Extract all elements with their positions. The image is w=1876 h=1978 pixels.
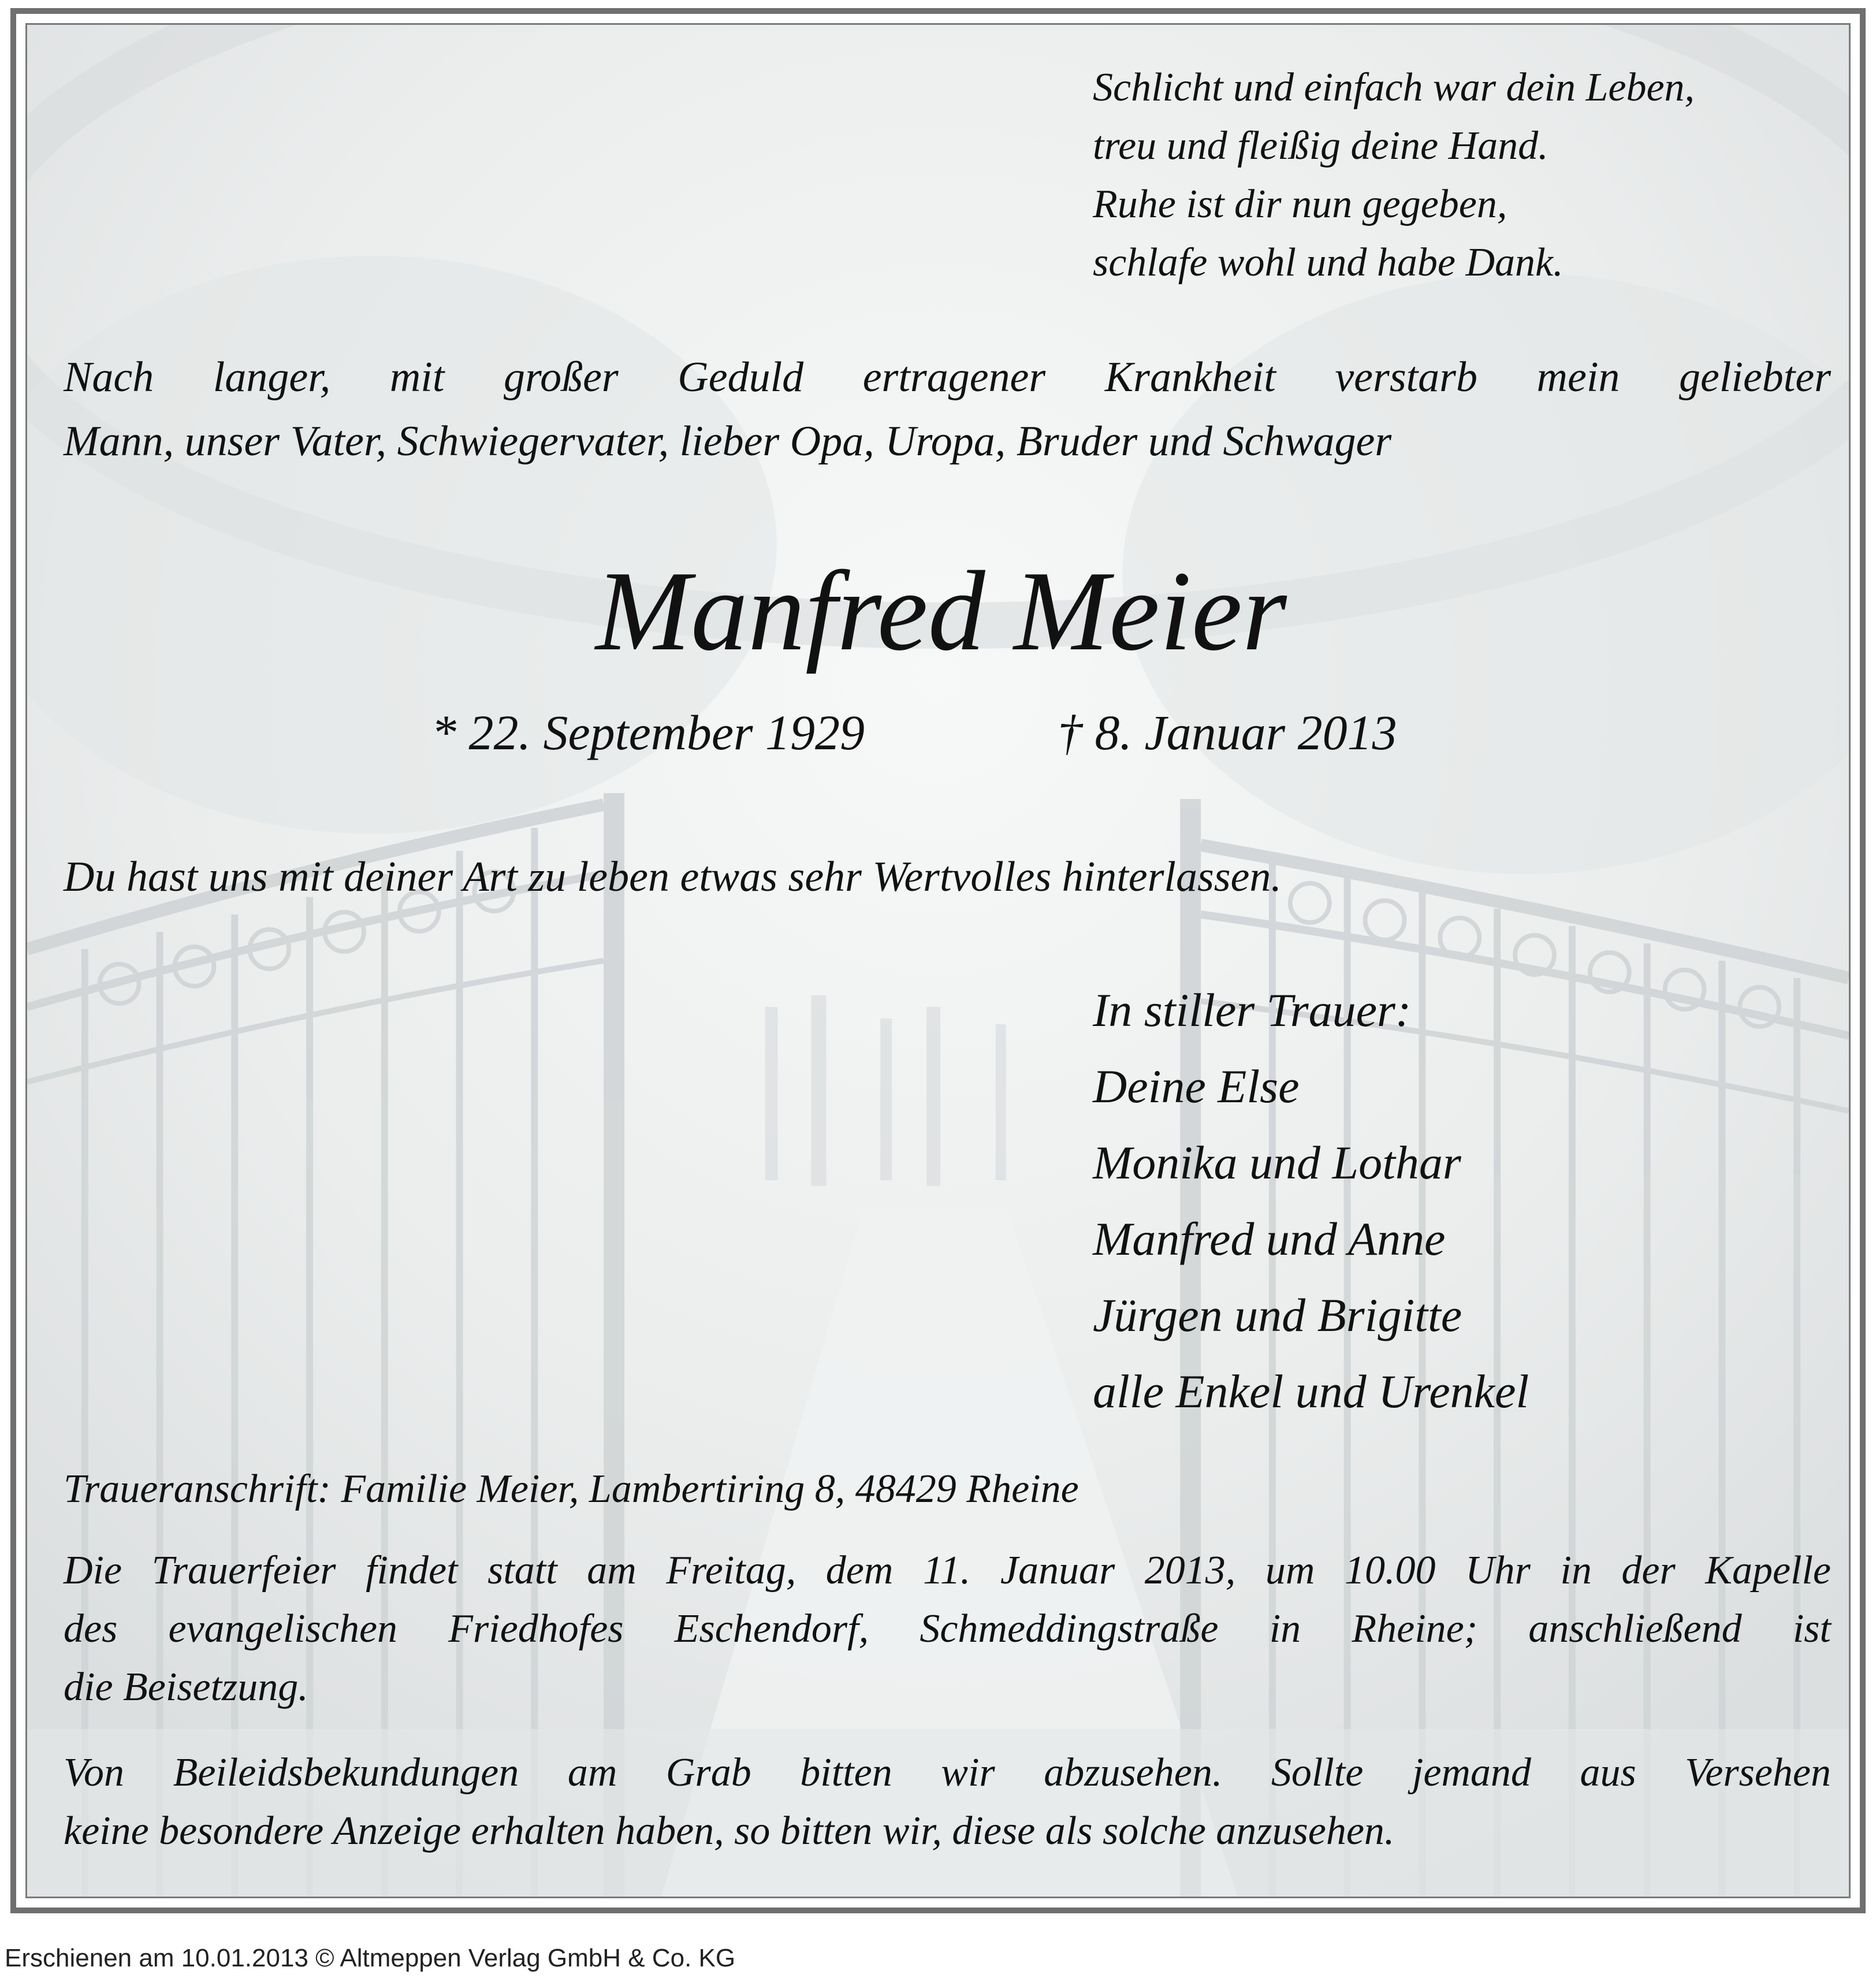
mourners-heading: In stiller Trauer: xyxy=(1093,984,1412,1036)
poem-line: schlafe wohl und habe Dank. xyxy=(1093,240,1564,285)
tribute-text: Du hast uns mit deiner Art zu leben etwas sehr Wertvolles hinterlassen. xyxy=(64,853,1282,901)
intro-line: Nach langer, mit großer Geduld ertragener Krankheit verstarb mein geliebter xyxy=(64,354,1831,401)
intro-text xyxy=(64,345,1831,474)
ceremony-line: Die Trauerfeier findet statt am Freitag, dem 11. Januar 2013, um 10.00 Uhr in der Kapelle xyxy=(64,1548,1831,1593)
mourner-name: Deine Else xyxy=(1093,1060,1300,1113)
mourner-name: alle Enkel und Urenkel xyxy=(1093,1365,1529,1418)
intro-line: Mann, unser Vater, Schwiegervater, lieber Opa, Uropa, Bruder und Schwager xyxy=(64,418,1392,465)
mourner-name: Monika und Lothar xyxy=(1093,1136,1461,1189)
mourner-name: Manfred und Anne xyxy=(1093,1213,1446,1265)
publication-footer: Erschienen am 10.01.2013 © Altmeppen Verlag GmbH & Co. KG xyxy=(5,1944,736,1972)
poem-line: treu und fleißig deine Hand. xyxy=(1093,124,1549,168)
poem-line: Schlicht und einfach war dein Leben, xyxy=(1093,65,1695,110)
mourning-address: Traueranschrift: Familie Meier, Lambertiring 8, 48429 Rheine xyxy=(64,1467,1079,1511)
ceremony-line: die Beisetzung. xyxy=(64,1665,308,1709)
birth-date: * 22. September 1929 xyxy=(431,705,865,760)
ceremony-text xyxy=(64,1541,1831,1716)
condolence-line: keine besondere Anzeige erhalten haben, so bitten wir, diese als solche anzusehen. xyxy=(64,1809,1395,1853)
notice-inner-frame xyxy=(25,23,1851,1898)
mourners-list xyxy=(1093,972,1529,1430)
notice-frame xyxy=(10,8,1866,1913)
ceremony-line: des evangelischen Friedhofes Eschendorf, Schmeddingstraße in Rheine; anschließend ist xyxy=(64,1607,1831,1651)
mourner-name: Jürgen und Brigitte xyxy=(1093,1289,1462,1341)
condolence-text xyxy=(64,1743,1831,1860)
poem-line: Ruhe ist dir nun gegeben, xyxy=(1093,182,1508,226)
deceased-name: Manfred Meier xyxy=(595,548,1287,674)
death-date: † 8. Januar 2013 xyxy=(1058,705,1397,760)
condolence-line: Von Beileidsbekundungen am Grab bitten wir abzusehen. Sollte jemand aus Versehen xyxy=(64,1750,1831,1795)
notice-content xyxy=(27,25,1849,1897)
poem xyxy=(1093,58,1844,292)
